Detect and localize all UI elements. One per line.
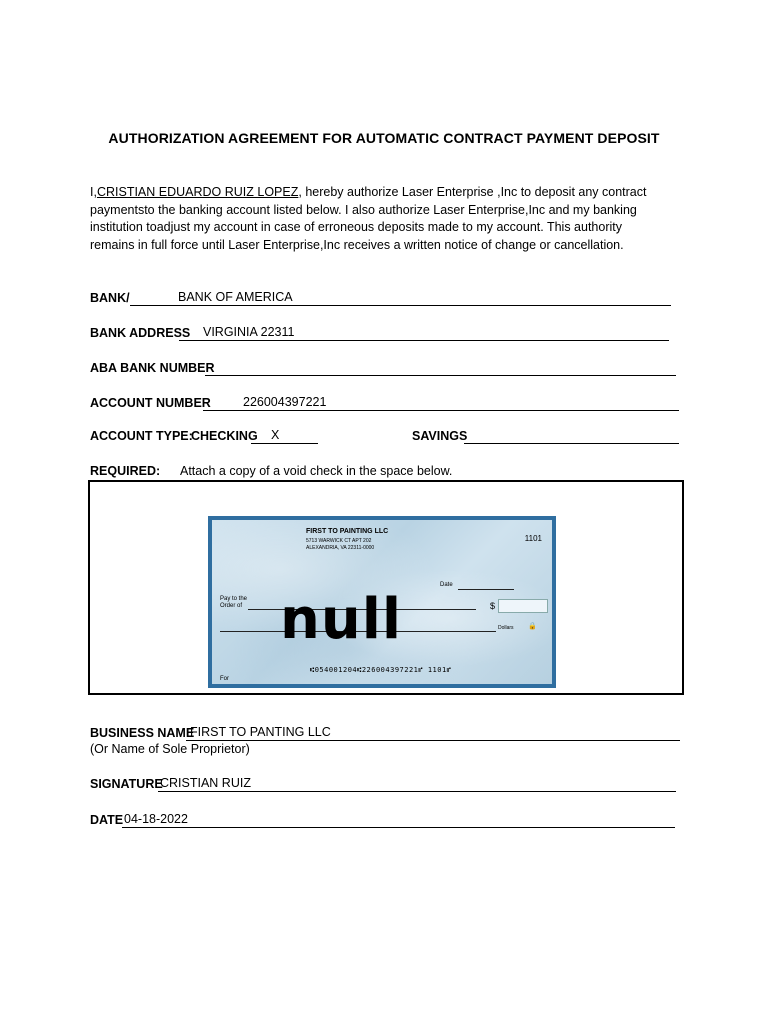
signature-row	[90, 775, 680, 793]
paragraph-line-4: remains in full force until Laser Enterprise,Inc receives a written notice of change or cancellation.	[90, 237, 624, 252]
check-address-line-2: ALEXANDRIA, VA 22311-0000	[306, 545, 375, 551]
required-text: Attach a copy of a void check in the space below.	[180, 464, 453, 478]
date-field[interactable]	[122, 811, 675, 828]
bank-value: BANK OF AMERICA	[178, 290, 293, 304]
lock-icon: 🔒	[528, 623, 537, 630]
paragraph-line-3: institution toadjust my account in case of erroneous deposits made to my account. This authority	[90, 220, 622, 234]
paragraph-line-2: paymentsto the banking account listed below. I also authorize Laser Enterprise,Inc and my banking	[90, 202, 637, 217]
bank-row	[90, 289, 675, 307]
required-label: REQUIRED:	[90, 464, 161, 478]
account-number-label: ACCOUNT NUMBER	[90, 396, 211, 410]
savings-field[interactable]	[464, 427, 679, 444]
date-row	[90, 811, 680, 829]
authorizer-name: CRISTIAN EDUARDO RUIZ LOPEZ	[96, 185, 299, 199]
date-label: DATE	[90, 813, 124, 827]
account-number-row	[90, 394, 680, 412]
check-date-label: Date	[440, 582, 453, 588]
account-type-row	[90, 427, 680, 445]
void-check-area	[88, 480, 684, 695]
check-date-line	[458, 589, 514, 590]
business-name-field[interactable]	[186, 724, 680, 741]
page-title: AUTHORIZATION AGREEMENT FOR AUTOMATIC CONTRACT PAYMENT DEPOSIT	[108, 130, 660, 146]
bank-address-field[interactable]	[179, 324, 669, 341]
savings-label: SAVINGS	[412, 429, 468, 443]
checking-value: X	[271, 428, 280, 442]
check-micr-line: ⑆054001204⑆226004397221⑈ 1101⑈	[310, 666, 452, 674]
bank-field[interactable]	[130, 289, 671, 306]
account-number-field[interactable]	[203, 394, 679, 411]
business-name-label: BUSINESS NAME	[90, 726, 195, 740]
authorization-paragraph	[90, 184, 690, 254]
checking-label: CHECKING	[191, 429, 258, 443]
bank-address-value: VIRGINIA 22311	[203, 325, 295, 339]
check-dollar-sign: $	[490, 601, 496, 611]
bank-address-label: BANK ADDRESS	[90, 326, 191, 340]
void-check-image	[208, 516, 556, 688]
aba-label: ABA BANK NUMBER	[90, 361, 215, 375]
check-dollars-label: Dollars	[498, 625, 514, 631]
check-company-name: FIRST TO PAINTING LLC	[306, 528, 389, 535]
bank-address-row	[90, 324, 675, 342]
account-type-label: ACCOUNT TYPE:	[90, 429, 193, 443]
aba-row	[90, 359, 680, 377]
check-number: 1101	[524, 534, 542, 543]
check-memo-line	[234, 684, 384, 685]
paragraph-line-1-rest: , hereby authorize Laser Enterprise ,Inc to deposit any contract	[298, 185, 647, 199]
check-signature-line	[402, 684, 542, 685]
date-value: 04-18-2022	[124, 812, 188, 826]
paragraph-line-1	[90, 184, 690, 202]
check-overlay-text: null	[280, 587, 403, 652]
account-number-value: 226004397221	[243, 395, 327, 409]
checking-field[interactable]	[251, 427, 318, 444]
signature-label: SIGNATURE	[90, 777, 163, 791]
sole-proprietor-note: (Or Name of Sole Proprietor)	[90, 742, 250, 756]
check-amount-box	[498, 599, 548, 613]
signature-value: CRISTIAN RUIZ	[160, 776, 251, 790]
aba-field[interactable]	[205, 359, 676, 376]
check-for-label: For	[220, 676, 229, 682]
bank-label: BANK/	[90, 291, 130, 305]
signature-field[interactable]	[158, 775, 676, 792]
business-name-value: FIRST TO PANTING LLC	[190, 725, 331, 739]
paragraph-prefix: I,	[90, 185, 97, 199]
check-address-line-1: 5713 WARWICK CT APT 202	[306, 538, 372, 544]
required-row	[90, 462, 680, 480]
check-pay-to-label: Pay to the Order of	[220, 596, 248, 609]
